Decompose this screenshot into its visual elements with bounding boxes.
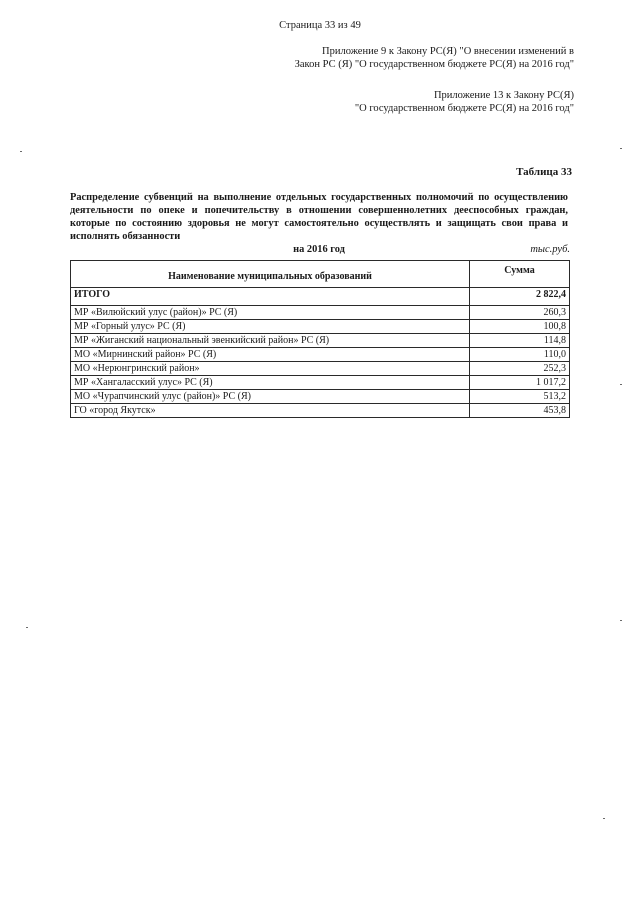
subvention-amount: 1 017,2 (470, 376, 570, 390)
appendix-13-note (355, 89, 574, 115)
subvention-amount: 453,8 (470, 404, 570, 418)
subvention-table (70, 260, 570, 418)
subvention-amount: 252,3 (470, 362, 570, 376)
municipality-name: МО «Чурапчинский улус (район)» РС (Я) (71, 390, 470, 404)
municipality-name: МР «Хангаласский улус» РС (Я) (71, 376, 470, 390)
heading-text: Распределение субвенций на выполнение отдельных государственных полномочий по осуществлению деятельности по опеке и попечительству в отношении совершеннолетних дееспособных граждан, которые по состоянию здоровья не могут самостоятельно осуществлять и защищать свои права и исполнять обязанности (70, 192, 568, 242)
appendix-9-line-2: Закон РС (Я) "О государственном бюджете РС(Я) на 2016 год" (294, 59, 574, 70)
municipality-name: МР «Вилюйский улус (район)» РС (Я) (71, 306, 470, 320)
appendix-9-line-1: Приложение 9 к Закону РС(Я) "О внесении изменений в (322, 46, 574, 57)
table-row (71, 362, 570, 376)
municipality-name: МО «Нерюнгринский район» (71, 362, 470, 376)
table-header-row (71, 261, 570, 288)
document-heading (70, 191, 568, 256)
subvention-amount: 110,0 (470, 348, 570, 362)
municipality-name: МР «Горный улус» РС (Я) (71, 320, 470, 334)
units-label: тыс.руб. (530, 244, 570, 255)
scan-speck (620, 148, 622, 149)
table-row (71, 404, 570, 418)
subvention-amount: 114,8 (470, 334, 570, 348)
scan-speck (603, 818, 605, 819)
table-row (71, 320, 570, 334)
total-label: ИТОГО (71, 288, 470, 306)
subvention-amount: 100,8 (470, 320, 570, 334)
appendix-13-line-2: "О государственном бюджете РС(Я) на 2016 год" (354, 103, 574, 114)
table-row (71, 348, 570, 362)
table-row (71, 334, 570, 348)
table-label: Таблица 33 (516, 166, 572, 178)
total-row (71, 288, 570, 306)
table-row (71, 376, 570, 390)
scan-speck (620, 384, 622, 385)
table-row (71, 306, 570, 320)
column-header-sum: Сумма (470, 261, 570, 288)
appendix-9-note (295, 45, 574, 71)
column-header-name: Наименование муниципальных образований (71, 261, 470, 288)
total-value: 2 822,4 (470, 288, 570, 306)
scan-speck (20, 151, 22, 152)
appendix-13-line-1: Приложение 13 к Закону РС(Я) (433, 90, 574, 101)
page-number: Страница 33 из 49 (279, 20, 361, 31)
table-row (71, 390, 570, 404)
scan-speck (26, 627, 28, 628)
municipality-name: МО «Мирнинский район» РС (Я) (71, 348, 470, 362)
subvention-amount: 513,2 (470, 390, 570, 404)
scan-speck (620, 620, 622, 621)
subvention-amount: 260,3 (470, 306, 570, 320)
municipality-name: ГО «город Якутск» (71, 404, 470, 418)
heading-year: на 2016 год (293, 244, 345, 255)
municipality-name: МР «Жиганский национальный эвенкийский район» РС (Я) (71, 334, 470, 348)
